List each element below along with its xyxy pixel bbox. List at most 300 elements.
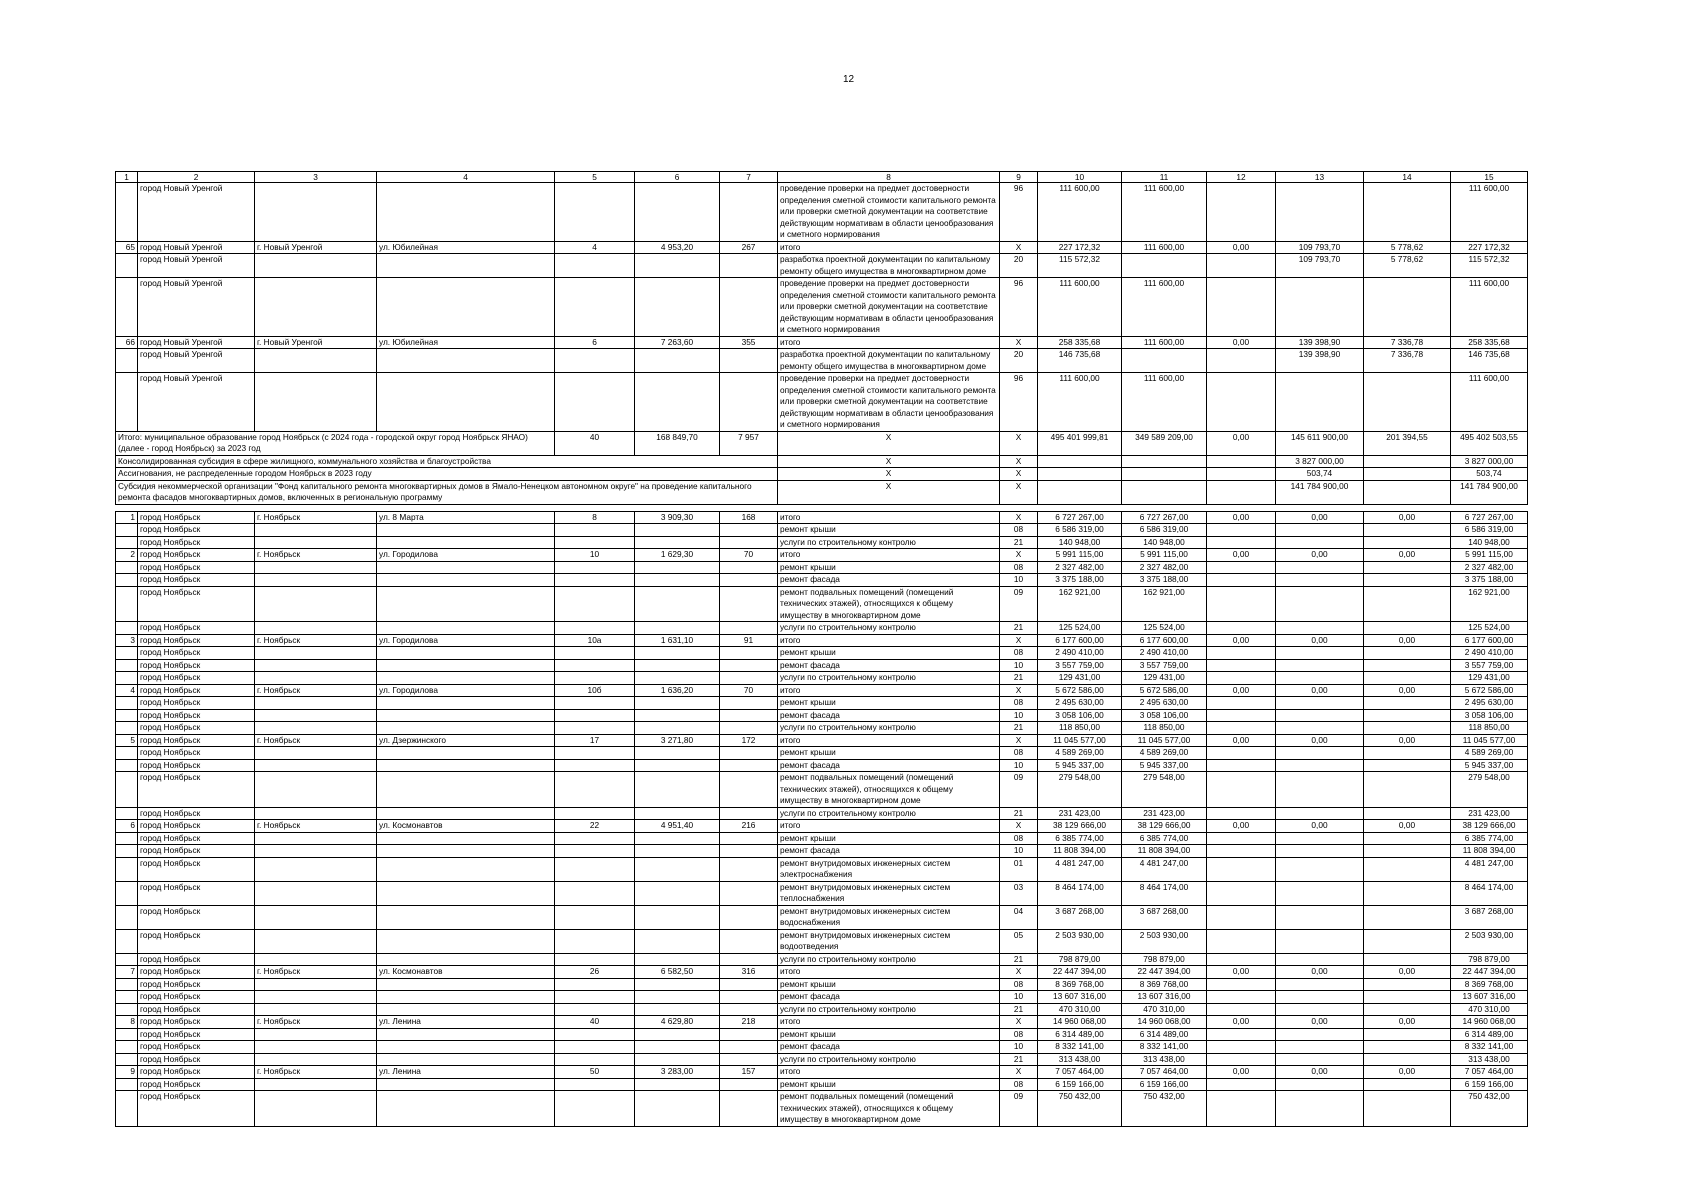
cell-col-9: X — [1000, 1066, 1038, 1079]
repair-program-table — [115, 171, 1528, 1127]
cell-col-12: 0,00 — [1207, 336, 1276, 349]
cell-col-6: 4 951,40 — [635, 820, 720, 833]
cell-col-5 — [555, 759, 635, 772]
cell-col-4: ул. Ленина — [377, 1016, 555, 1029]
cell-col-10: 227 172,32 — [1038, 241, 1122, 254]
cell-col-1: 5 — [116, 734, 138, 747]
cell-col-7 — [720, 845, 778, 858]
table-row — [116, 278, 1528, 337]
cell-col-8: ремонт крыши — [778, 832, 1000, 845]
cell-col-5 — [555, 1028, 635, 1041]
cell-col-8: ремонт крыши — [778, 1078, 1000, 1091]
cell-col-12 — [1207, 709, 1276, 722]
cell-col-10 — [1038, 455, 1122, 468]
cell-col-12 — [1207, 857, 1276, 881]
cell-col-13 — [1276, 672, 1364, 685]
cell-col-7: 157 — [720, 1066, 778, 1079]
cell-col-7 — [720, 978, 778, 991]
cell-col-1 — [116, 697, 138, 710]
cell-col-5 — [555, 183, 635, 242]
cell-col-1: 7 — [116, 966, 138, 979]
unallocated-row-label: Ассигнования, не распределенные городом Ноябрьск в 2023 году — [116, 468, 778, 481]
cell-col-10: 8 369 768,00 — [1038, 978, 1122, 991]
cell-col-9: 09 — [1000, 772, 1038, 808]
cell-col-3 — [255, 722, 377, 735]
cell-col-15: 6 159 166,00 — [1451, 1078, 1528, 1091]
cell-col-7 — [720, 1003, 778, 1016]
cell-col-13 — [1276, 574, 1364, 587]
cell-col-4 — [377, 722, 555, 735]
cell-col-2: город Ноябрьск — [138, 709, 255, 722]
cell-col-5 — [555, 978, 635, 991]
cell-col-7 — [720, 536, 778, 549]
cell-col-14 — [1364, 536, 1451, 549]
consolidated-subsidy-row-label: Консолидированная субсидия в сфере жилищного, коммунального хозяйства и благоустройства — [116, 455, 778, 468]
cell-col-9: 96 — [1000, 278, 1038, 337]
cell-col-14 — [1364, 278, 1451, 337]
cell-col-14: 0,00 — [1364, 549, 1451, 562]
spacer-cell — [138, 504, 255, 511]
cell-col-7 — [720, 672, 778, 685]
spacer-cell — [1451, 504, 1528, 511]
cell-col-15: 2 327 482,00 — [1451, 561, 1528, 574]
cell-col-7 — [720, 647, 778, 660]
cell-col-7 — [720, 807, 778, 820]
cell-col-15: 2 503 930,00 — [1451, 929, 1528, 953]
cell-col-7: 218 — [720, 1016, 778, 1029]
cell-col-14 — [1364, 929, 1451, 953]
cell-col-8: итого — [778, 734, 1000, 747]
cell-col-15: 470 310,00 — [1451, 1003, 1528, 1016]
cell-col-5: 40 — [555, 1016, 635, 1029]
cell-col-9: X — [1000, 634, 1038, 647]
cell-col-15: 4 481 247,00 — [1451, 857, 1528, 881]
cell-col-1 — [116, 574, 138, 587]
cell-col-12 — [1207, 832, 1276, 845]
cell-col-11: 3 375 188,00 — [1122, 574, 1207, 587]
cell-col-8: X — [778, 468, 1000, 481]
cell-col-3: г. Ноябрьск — [255, 734, 377, 747]
cell-col-8: итого — [778, 966, 1000, 979]
cell-col-8: ремонт подвальных помещений (помещений технических этажей), относящихся к общему имуществу в многоквартирном доме — [778, 586, 1000, 622]
cell-col-7 — [720, 1091, 778, 1127]
cell-col-6 — [635, 1078, 720, 1091]
cell-col-9: 10 — [1000, 991, 1038, 1004]
cell-col-11: 3 687 268,00 — [1122, 905, 1207, 929]
cell-col-12 — [1207, 845, 1276, 858]
cell-col-2: город Ноябрьск — [138, 634, 255, 647]
cell-col-7 — [720, 349, 778, 373]
cell-col-1 — [116, 747, 138, 760]
cell-col-15: 140 948,00 — [1451, 536, 1528, 549]
cell-col-4 — [377, 978, 555, 991]
cell-col-9: X — [1000, 684, 1038, 697]
cell-col-5 — [555, 709, 635, 722]
cell-col-13 — [1276, 772, 1364, 808]
cell-col-15: 14 960 068,00 — [1451, 1016, 1528, 1029]
cell-col-10: 8 464 174,00 — [1038, 881, 1122, 905]
cell-col-1: 3 — [116, 634, 138, 647]
table-row — [116, 511, 1528, 524]
cell-col-4: ул. Дзержинского — [377, 734, 555, 747]
cell-col-10: 7 057 464,00 — [1038, 1066, 1122, 1079]
cell-col-11: 129 431,00 — [1122, 672, 1207, 685]
cell-col-5 — [555, 373, 635, 432]
cell-col-10: 162 921,00 — [1038, 586, 1122, 622]
cell-col-12 — [1207, 349, 1276, 373]
cell-col-6 — [635, 929, 720, 953]
cell-col-1 — [116, 1091, 138, 1127]
cell-col-6 — [635, 1053, 720, 1066]
cell-col-3 — [255, 881, 377, 905]
table-row — [116, 524, 1528, 537]
cell-col-9: 21 — [1000, 807, 1038, 820]
col-header: 14 — [1364, 172, 1451, 183]
column-number-row — [116, 172, 1528, 183]
cell-col-8: услуги по строительному контролю — [778, 1053, 1000, 1066]
table-row — [116, 832, 1528, 845]
cell-col-1: 1 — [116, 511, 138, 524]
col-header: 6 — [635, 172, 720, 183]
table-row — [116, 747, 1528, 760]
cell-col-14: 7 336,78 — [1364, 336, 1451, 349]
cell-col-2: город Ноябрьск — [138, 524, 255, 537]
cell-col-2: город Ноябрьск — [138, 622, 255, 635]
cell-col-13: 0,00 — [1276, 1016, 1364, 1029]
col-header: 7 — [720, 172, 778, 183]
cell-col-11: 8 332 141,00 — [1122, 1041, 1207, 1054]
table-row — [116, 373, 1528, 432]
cell-col-11 — [1122, 254, 1207, 278]
cell-col-12 — [1207, 373, 1276, 432]
cell-col-5: 10б — [555, 684, 635, 697]
cell-col-3 — [255, 254, 377, 278]
cell-col-6 — [635, 991, 720, 1004]
cell-col-9: 08 — [1000, 647, 1038, 660]
cell-col-1 — [116, 647, 138, 660]
cell-col-12: 0,00 — [1207, 241, 1276, 254]
cell-col-1 — [116, 709, 138, 722]
table-row — [116, 1066, 1528, 1079]
cell-col-14 — [1364, 845, 1451, 858]
table-row — [116, 561, 1528, 574]
cell-col-4 — [377, 697, 555, 710]
cell-col-12 — [1207, 881, 1276, 905]
cell-col-9: 21 — [1000, 1053, 1038, 1066]
cell-col-11: 22 447 394,00 — [1122, 966, 1207, 979]
cell-col-12: 0,00 — [1207, 684, 1276, 697]
cell-col-12: 0,00 — [1207, 431, 1276, 455]
cell-col-14: 0,00 — [1364, 684, 1451, 697]
table-row — [116, 1053, 1528, 1066]
cell-col-3 — [255, 1091, 377, 1127]
cell-col-12 — [1207, 480, 1276, 504]
col-header: 9 — [1000, 172, 1038, 183]
cell-col-4: ул. Городилова — [377, 549, 555, 562]
cell-col-13 — [1276, 722, 1364, 735]
cell-col-7 — [720, 953, 778, 966]
cell-col-11: 2 490 410,00 — [1122, 647, 1207, 660]
cell-col-15: 38 129 666,00 — [1451, 820, 1528, 833]
cell-col-14: 0,00 — [1364, 734, 1451, 747]
col-header: 15 — [1451, 172, 1528, 183]
cell-col-13 — [1276, 709, 1364, 722]
cell-col-13 — [1276, 747, 1364, 760]
cell-col-5 — [555, 953, 635, 966]
table-row — [116, 241, 1528, 254]
cell-col-2: город Ноябрьск — [138, 1078, 255, 1091]
cell-col-1 — [116, 524, 138, 537]
cell-col-12 — [1207, 254, 1276, 278]
cell-col-5 — [555, 857, 635, 881]
spacer-cell — [1122, 504, 1207, 511]
cell-col-5 — [555, 622, 635, 635]
table-row — [116, 978, 1528, 991]
cell-col-4 — [377, 1078, 555, 1091]
col-header: 3 — [255, 172, 377, 183]
cell-col-5 — [555, 349, 635, 373]
cell-col-13 — [1276, 659, 1364, 672]
cell-col-4 — [377, 845, 555, 858]
cell-col-6: 4 953,20 — [635, 241, 720, 254]
cell-col-4 — [377, 622, 555, 635]
cell-col-13 — [1276, 953, 1364, 966]
cell-col-5 — [555, 905, 635, 929]
cell-col-11: 750 432,00 — [1122, 1091, 1207, 1127]
cell-col-4 — [377, 709, 555, 722]
cell-col-11: 6 586 319,00 — [1122, 524, 1207, 537]
cell-col-13: 0,00 — [1276, 634, 1364, 647]
cell-col-13 — [1276, 697, 1364, 710]
cell-col-11: 2 495 630,00 — [1122, 697, 1207, 710]
cell-col-2: город Ноябрьск — [138, 1053, 255, 1066]
cell-col-14 — [1364, 524, 1451, 537]
cell-col-12 — [1207, 1028, 1276, 1041]
cell-col-12: 0,00 — [1207, 966, 1276, 979]
cell-col-10: 470 310,00 — [1038, 1003, 1122, 1016]
cell-col-9: X — [1000, 549, 1038, 562]
cell-col-7 — [720, 991, 778, 1004]
page-number: 12 — [842, 74, 855, 85]
spacer-cell — [778, 504, 1000, 511]
cell-col-6: 6 582,50 — [635, 966, 720, 979]
table-row — [116, 1028, 1528, 1041]
cell-col-5: 10 — [555, 549, 635, 562]
cell-col-3 — [255, 622, 377, 635]
cell-col-15: 750 432,00 — [1451, 1091, 1528, 1127]
cell-col-11: 8 369 768,00 — [1122, 978, 1207, 991]
cell-col-6 — [635, 1028, 720, 1041]
cell-col-12 — [1207, 747, 1276, 760]
cell-col-3 — [255, 807, 377, 820]
cell-col-13: 0,00 — [1276, 966, 1364, 979]
cell-col-2: город Ноябрьск — [138, 929, 255, 953]
cell-col-8: ремонт внутридомовых инженерных систем водоотведения — [778, 929, 1000, 953]
cell-col-14 — [1364, 647, 1451, 660]
cell-col-3 — [255, 772, 377, 808]
cell-col-10: 798 879,00 — [1038, 953, 1122, 966]
cell-col-2: город Ноябрьск — [138, 659, 255, 672]
cell-col-2: город Ноябрьск — [138, 832, 255, 845]
cell-col-12 — [1207, 574, 1276, 587]
cell-col-12: 0,00 — [1207, 511, 1276, 524]
cell-col-13 — [1276, 1053, 1364, 1066]
cell-col-1 — [116, 722, 138, 735]
cell-col-7: 70 — [720, 684, 778, 697]
cell-col-4 — [377, 1003, 555, 1016]
cell-col-11: 279 548,00 — [1122, 772, 1207, 808]
cell-col-14: 0,00 — [1364, 1066, 1451, 1079]
cell-col-13 — [1276, 832, 1364, 845]
cell-col-13 — [1276, 759, 1364, 772]
cell-col-1 — [116, 1053, 138, 1066]
cell-col-1 — [116, 991, 138, 1004]
cell-col-5 — [555, 574, 635, 587]
cell-col-3 — [255, 709, 377, 722]
cell-col-1: 4 — [116, 684, 138, 697]
cell-col-5 — [555, 1041, 635, 1054]
cell-col-2: город Ноябрьск — [138, 966, 255, 979]
cell-col-6 — [635, 183, 720, 242]
cell-col-4 — [377, 881, 555, 905]
cell-col-1: 2 — [116, 549, 138, 562]
cell-col-5 — [555, 722, 635, 735]
cell-col-4 — [377, 373, 555, 432]
cell-col-10: 14 960 068,00 — [1038, 1016, 1122, 1029]
cell-col-15: 11 808 394,00 — [1451, 845, 1528, 858]
cell-col-3: г. Ноябрьск — [255, 684, 377, 697]
cell-col-8: ремонт подвальных помещений (помещений технических этажей), относящихся к общему имуществу в многоквартирном доме — [778, 1091, 1000, 1127]
cell-col-12 — [1207, 772, 1276, 808]
cell-col-12: 0,00 — [1207, 634, 1276, 647]
cell-col-1: 8 — [116, 1016, 138, 1029]
cell-col-10: 279 548,00 — [1038, 772, 1122, 808]
cell-col-2: город Ноябрьск — [138, 561, 255, 574]
cell-col-2: город Новый Уренгой — [138, 254, 255, 278]
cell-col-14 — [1364, 561, 1451, 574]
cell-col-12 — [1207, 536, 1276, 549]
cell-col-10: 6 385 774,00 — [1038, 832, 1122, 845]
cell-col-11: 5 672 586,00 — [1122, 684, 1207, 697]
cell-col-6: 168 849,70 — [635, 431, 720, 455]
cell-col-7 — [720, 759, 778, 772]
cell-col-14 — [1364, 953, 1451, 966]
cell-col-2: город Ноябрьск — [138, 820, 255, 833]
cell-col-6 — [635, 881, 720, 905]
cell-col-13: 109 793,70 — [1276, 241, 1364, 254]
cell-col-10: 38 129 666,00 — [1038, 820, 1122, 833]
cell-col-15: 5 945 337,00 — [1451, 759, 1528, 772]
cell-col-14 — [1364, 659, 1451, 672]
cell-col-9: X — [1000, 820, 1038, 833]
cell-col-3 — [255, 672, 377, 685]
cell-col-8: услуги по строительному контролю — [778, 672, 1000, 685]
table-row — [116, 759, 1528, 772]
cell-col-8: разработка проектной документации по капитальному ремонту общего имущества в многоквартирном доме — [778, 254, 1000, 278]
cell-col-15: 22 447 394,00 — [1451, 966, 1528, 979]
cell-col-15: 8 369 768,00 — [1451, 978, 1528, 991]
cell-col-9: X — [1000, 455, 1038, 468]
cell-col-7: 91 — [720, 634, 778, 647]
cell-col-2: город Ноябрьск — [138, 586, 255, 622]
cell-col-15: 111 600,00 — [1451, 278, 1528, 337]
spacer-cell — [377, 504, 555, 511]
cell-col-4 — [377, 832, 555, 845]
cell-col-4 — [377, 807, 555, 820]
cell-col-6 — [635, 759, 720, 772]
cell-col-1 — [116, 659, 138, 672]
cell-col-8: услуги по строительному контролю — [778, 1003, 1000, 1016]
cell-col-11: 313 438,00 — [1122, 1053, 1207, 1066]
cell-col-1 — [116, 1003, 138, 1016]
cell-col-3 — [255, 536, 377, 549]
cell-col-5 — [555, 254, 635, 278]
cell-col-15: 129 431,00 — [1451, 672, 1528, 685]
cell-col-9: 10 — [1000, 659, 1038, 672]
cell-col-2: город Ноябрьск — [138, 881, 255, 905]
cell-col-4 — [377, 672, 555, 685]
cell-col-13: 0,00 — [1276, 734, 1364, 747]
table-row — [116, 1078, 1528, 1091]
cell-col-2: город Новый Уренгой — [138, 278, 255, 337]
spacer-cell — [1000, 504, 1038, 511]
cell-col-9: X — [1000, 734, 1038, 747]
cell-col-2: город Новый Уренгой — [138, 373, 255, 432]
cell-col-15: 6 314 489,00 — [1451, 1028, 1528, 1041]
cell-col-13: 109 793,70 — [1276, 254, 1364, 278]
cell-col-5 — [555, 845, 635, 858]
cell-col-6: 3 271,80 — [635, 734, 720, 747]
cell-col-12 — [1207, 586, 1276, 622]
cell-col-5 — [555, 647, 635, 660]
cell-col-4: ул. Городилова — [377, 634, 555, 647]
table-row — [116, 622, 1528, 635]
cell-col-11: 14 960 068,00 — [1122, 1016, 1207, 1029]
cell-col-2: город Ноябрьск — [138, 672, 255, 685]
table-row — [116, 684, 1528, 697]
cell-col-15: 115 572,32 — [1451, 254, 1528, 278]
cell-col-4 — [377, 1091, 555, 1127]
cell-col-4: ул. Ленина — [377, 1066, 555, 1079]
cell-col-5 — [555, 1078, 635, 1091]
cell-col-9: 09 — [1000, 1091, 1038, 1127]
cell-col-2: город Ноябрьск — [138, 536, 255, 549]
cell-col-12 — [1207, 1003, 1276, 1016]
cell-col-11: 798 879,00 — [1122, 953, 1207, 966]
cell-col-1 — [116, 183, 138, 242]
cell-col-14: 5 778,62 — [1364, 254, 1451, 278]
cell-col-8: итого — [778, 1066, 1000, 1079]
table-row — [116, 807, 1528, 820]
cell-col-6 — [635, 722, 720, 735]
cell-col-9: 21 — [1000, 622, 1038, 635]
cell-col-2: город Ноябрьск — [138, 647, 255, 660]
cell-col-6: 4 629,80 — [635, 1016, 720, 1029]
cell-col-7 — [720, 722, 778, 735]
cell-col-13 — [1276, 881, 1364, 905]
cell-col-8: проведение проверки на предмет достоверности определения сметной стоимости капитального ремонта или проверки сметной документации на соответствие действующим нормативам в области ценообразования и сметного нормирования — [778, 183, 1000, 242]
cell-col-8: ремонт внутридомовых инженерных систем теплоснабжения — [778, 881, 1000, 905]
cell-col-9: 10 — [1000, 574, 1038, 587]
cell-col-11: 2 503 930,00 — [1122, 929, 1207, 953]
cell-col-15: 495 402 503,55 — [1451, 431, 1528, 455]
table-row — [116, 1003, 1528, 1016]
cell-col-12 — [1207, 672, 1276, 685]
cell-col-10: 11 045 577,00 — [1038, 734, 1122, 747]
cell-col-15: 5 991 115,00 — [1451, 549, 1528, 562]
cell-col-10: 6 727 267,00 — [1038, 511, 1122, 524]
cell-col-11: 140 948,00 — [1122, 536, 1207, 549]
